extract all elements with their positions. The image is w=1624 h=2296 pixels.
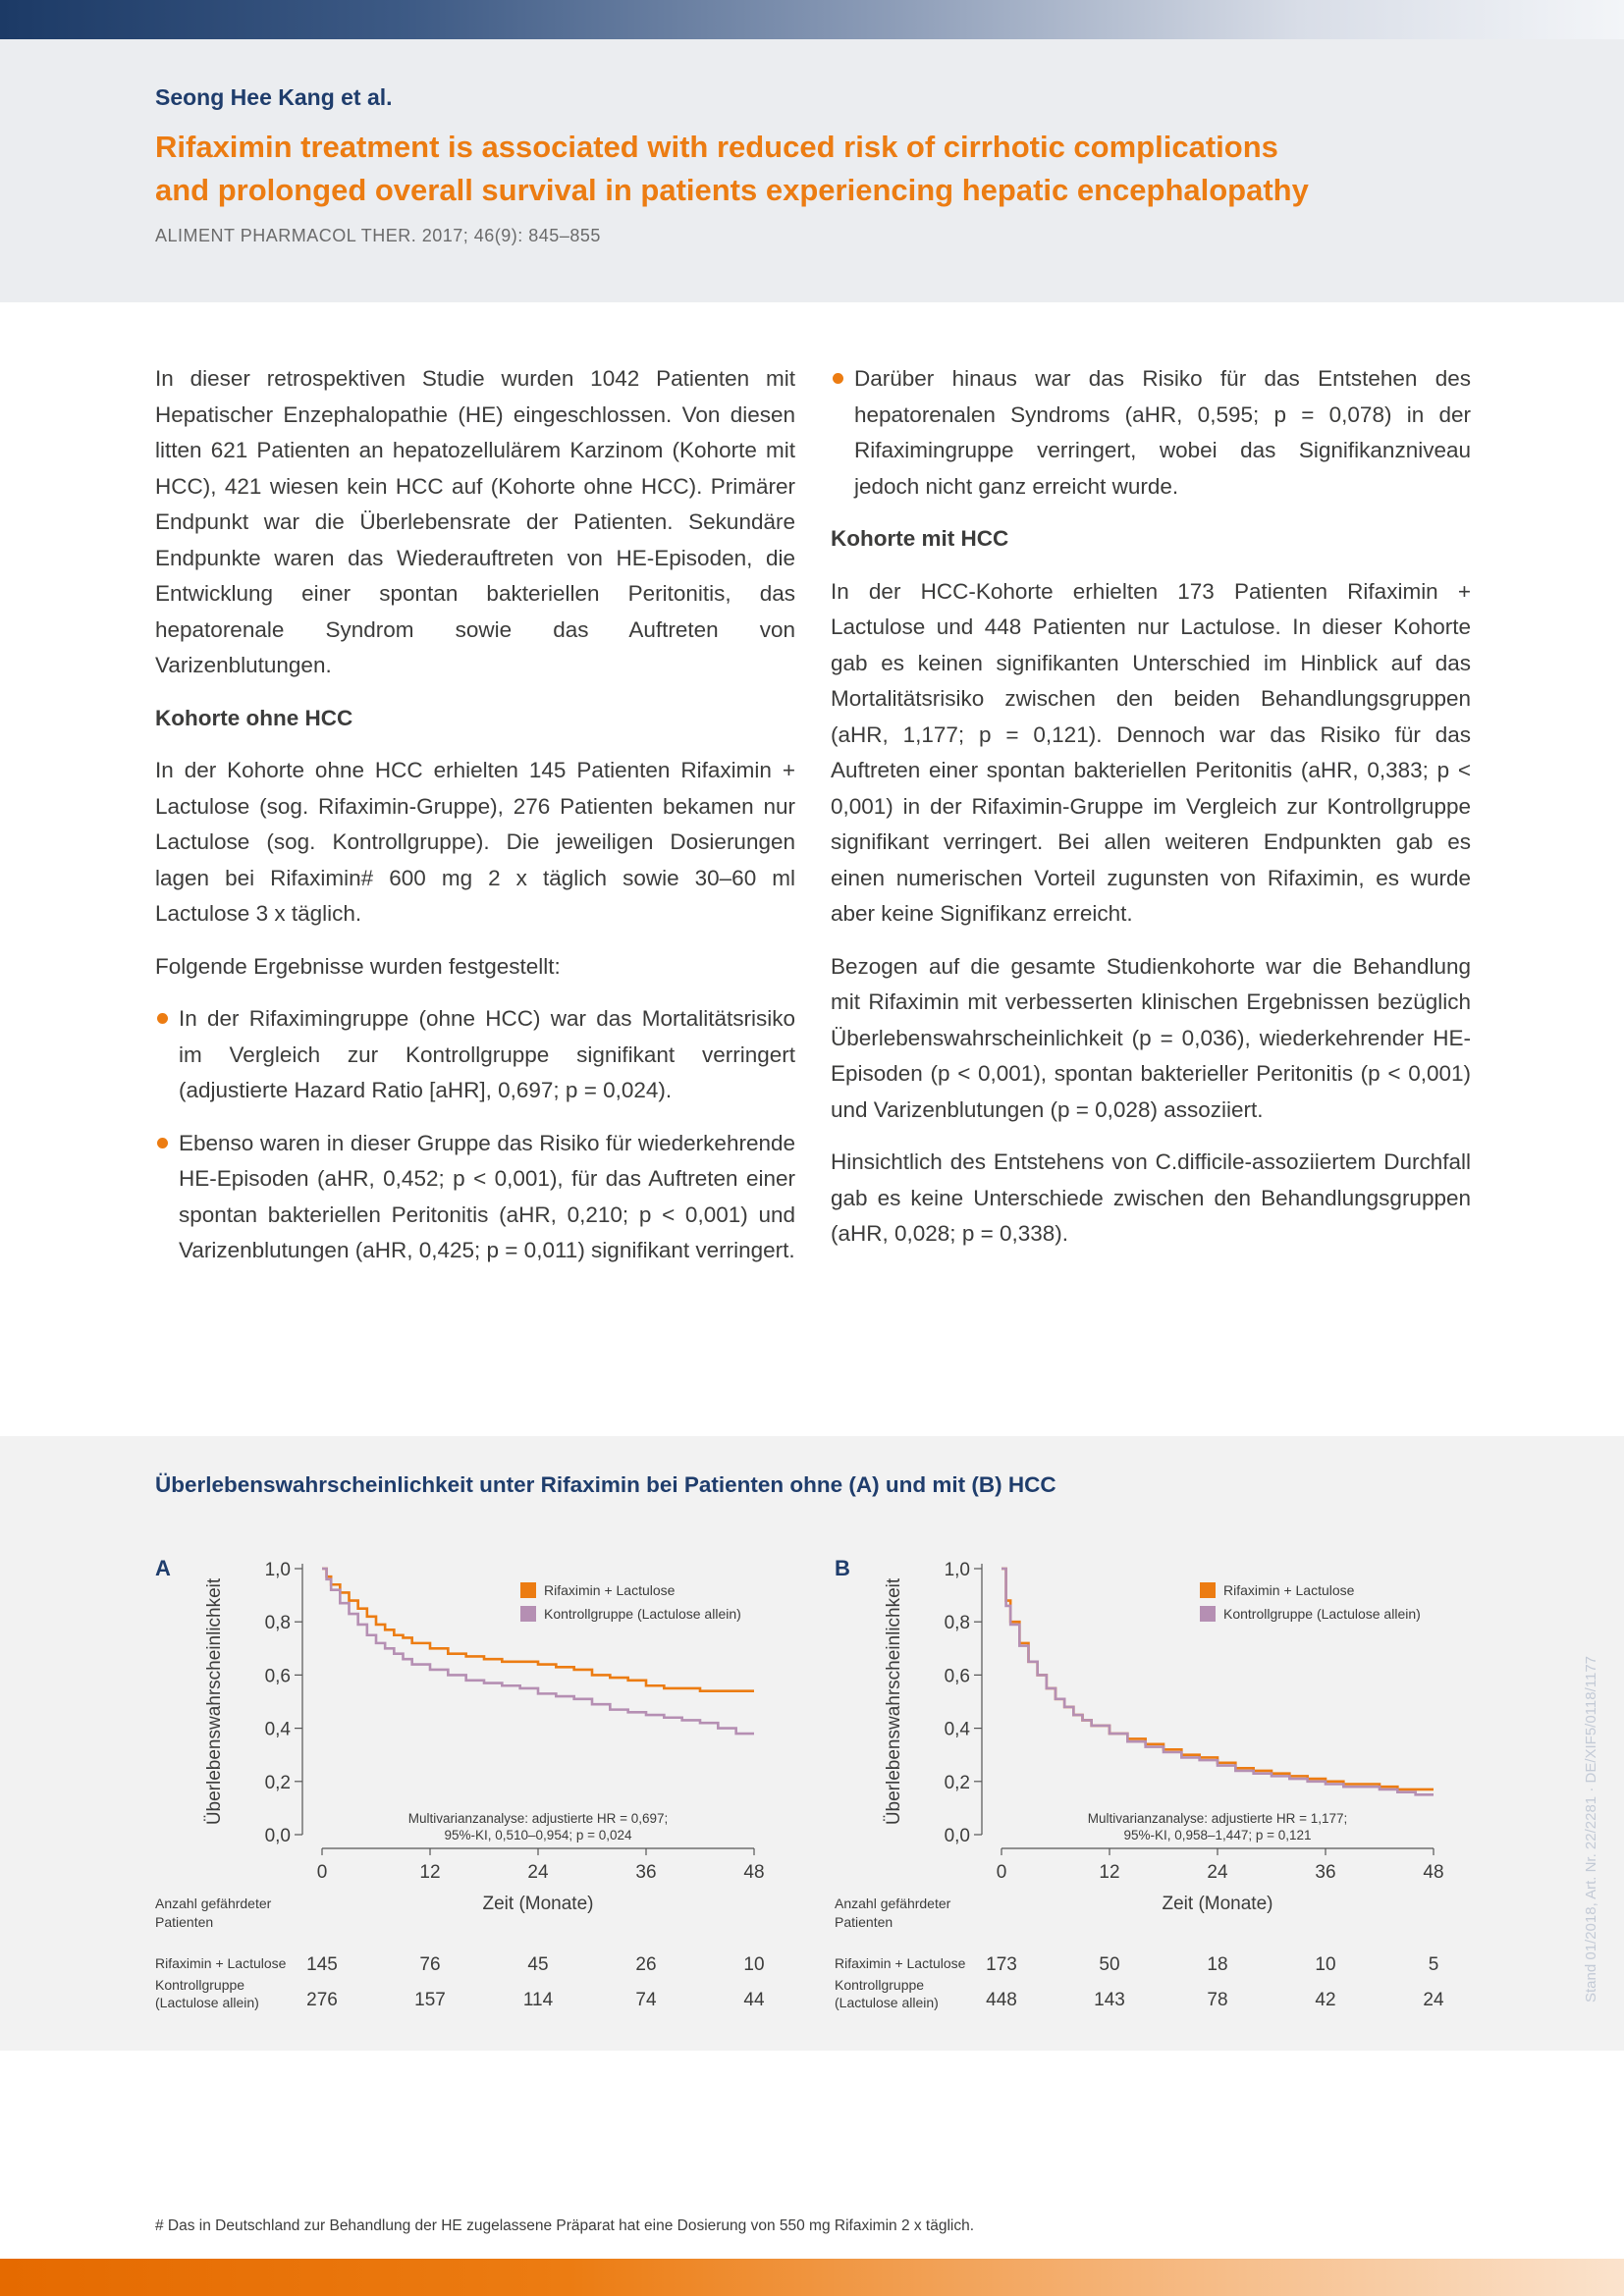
side-article-code: Stand 01/2018, Art. Nr. 22/2281 · DE/XIF5/0118/1177 (1583, 1655, 1599, 2002)
panel-label: A (155, 1556, 171, 1580)
paragraph-ohne-hcc: In der Kohorte ohne HCC erhielten 145 Patienten Rifaximin + Lactulose (sog. Rifaximin-Gruppe), 276 Patienten bekamen nur Lactulose (sog. Kontrollgruppe). Die jeweiligen Dosierungen lagen bei Rifaximin# 600 mg 2 x täglich sowie 30–60 ml Lactulose 3 x täglich. (155, 758, 795, 926)
legend-label: Kontrollgruppe (Lactulose allein) (544, 1606, 741, 1622)
y-tick-label: 0,4 (264, 1719, 291, 1740)
y-tick-label: 0,0 (264, 1826, 291, 1846)
risk-table-value: 114 (522, 1990, 554, 2010)
panel-label: B (835, 1556, 850, 1580)
x-tick-label: 48 (1423, 1862, 1444, 1883)
survival-curve-rifaximin (1001, 1569, 1434, 1789)
legend-label: Rifaximin + Lactulose (544, 1582, 676, 1598)
risk-table-value: 143 (1094, 1990, 1125, 2010)
risk-table-value: 45 (527, 1954, 549, 1975)
y-tick-label: 0,8 (264, 1613, 291, 1634)
x-tick-label: 12 (1099, 1862, 1120, 1883)
list-item-text: Darüber hinaus war das Risiko für das Entstehen des hepatorenalen Syndroms (aHR, 0,595; p = 0,078) in der Rifaximingruppe verringert, wobei das Signifikanzniveau jedoch nicht ganz erreicht wurde. (854, 366, 1471, 499)
y-tick-label: 1,0 (944, 1560, 970, 1580)
list-item-text: In der Rifaximingruppe (ohne HCC) war das Mortalitätsrisiko im Vergleich zur Kontrollgruppe signifikant verringert (adjustierte Hazard Ratio [aHR], 0,697; p = 0,024). (179, 1006, 795, 1102)
annotation-line: 95%-KI, 0,510–0,954; p = 0,024 (444, 1828, 632, 1842)
survival-curve-rifaximin (322, 1569, 754, 1691)
footnote: # Das in Deutschland zur Behandlung der HE zugelassene Präparat hat eine Dosierung von 550 mg Rifaximin 2 x täglich. (155, 2217, 975, 2234)
risk-table-value: 5 (1428, 1954, 1439, 1975)
x-tick-label: 12 (419, 1862, 441, 1883)
risk-table-header: Patienten (835, 1914, 893, 1930)
paragraph-ergebnisse: Folgende Ergebnisse wurden festgestellt: (155, 953, 561, 979)
legend-swatch (520, 1582, 536, 1598)
y-tick-label: 0,4 (944, 1719, 970, 1740)
x-axis-label: Zeit (Monate) (482, 1894, 594, 1914)
risk-table-header: Anzahl gefährdeter (835, 1896, 951, 1911)
risk-table-value: 24 (1423, 1990, 1444, 2010)
annotation-line: Multivarianzanalyse: adjustierte HR = 1,177; (1087, 1811, 1348, 1826)
survival-chart-a (145, 1531, 823, 2022)
risk-table-header: Patienten (155, 1914, 214, 1930)
risk-table-value: 145 (306, 1954, 338, 1975)
risk-table-value: 26 (635, 1954, 657, 1975)
annotation-line: Multivarianzanalyse: adjustierte HR = 0,697; (407, 1811, 669, 1826)
y-tick-label: 0,8 (944, 1613, 970, 1634)
results-list (155, 1001, 795, 1269)
x-tick-label: 24 (1207, 1862, 1228, 1883)
x-tick-label: 36 (635, 1862, 657, 1883)
risk-row-label: (Lactulose allein) (835, 1995, 939, 2010)
legend-swatch (1200, 1582, 1216, 1598)
annotation-line: 95%-KI, 0,958–1,447; p = 0,121 (1123, 1828, 1312, 1842)
risk-table-value: 10 (743, 1954, 765, 1975)
risk-table-value: 173 (986, 1954, 1017, 1975)
risk-row-label: Rifaximin + Lactulose (155, 1955, 287, 1971)
risk-table-value: 10 (1315, 1954, 1336, 1975)
article-title (155, 126, 1432, 212)
risk-table-value: 18 (1207, 1954, 1228, 1975)
bullet-icon (157, 1013, 168, 1024)
risk-row-label: Kontrollgruppe (155, 1977, 245, 1993)
risk-table-value: 50 (1099, 1954, 1120, 1975)
figure-title: Überlebenswahrscheinlichkeit unter Rifaximin bei Patienten ohne (A) und mit (B) HCC (155, 1472, 1056, 1497)
bottom-gradient-bar (0, 2259, 1624, 2296)
y-tick-label: 0,6 (264, 1666, 291, 1687)
risk-table-value: 74 (635, 1990, 657, 2010)
y-tick-label: 1,0 (264, 1560, 291, 1580)
x-axis-label: Zeit (Monate) (1162, 1894, 1273, 1914)
bullet-icon (833, 373, 843, 384)
paragraph-mit-hcc: In der HCC-Kohorte erhielten 173 Patienten Rifaximin + Lactulose und 448 Patienten nur Lactulose. In dieser Kohorte gab es keinen signifikanten Unterschied im Hinblick auf das Mortalitätsrisiko zwischen den beiden Behandlungsgruppen (aHR, 1,177; p = 0,121). Dennoch war das Risiko für das Auftreten einer spontan bakteriellen Peritonitis (aHR, 0,383; p < 0,001) in der Rifaximin-Gruppe im Vergleich zur Kontrollgruppe signifikant verringert. Bei allen weiteren Endpunkten gab es einen numerischen Vorteil zugunsten von Rifaximin, es wurde aber keine Signifikanz erreicht. (831, 578, 1471, 926)
title-line-2: and prolonged overall survival in patients experiencing hepatic encephalopathy (155, 173, 1309, 207)
risk-table-header: Anzahl gefährdeter (155, 1896, 272, 1911)
survival-chart-b (825, 1531, 1502, 2022)
x-tick-label: 24 (527, 1862, 549, 1883)
citation: ALIMENT PHARMACOL THER. 2017; 46(9): 845–855 (155, 226, 601, 245)
risk-table-value: 157 (414, 1990, 446, 2010)
right-column (831, 361, 1471, 1269)
list-item (831, 361, 1471, 505)
y-tick-label: 0,6 (944, 1666, 970, 1687)
legend-label: Rifaximin + Lactulose (1223, 1582, 1355, 1598)
survival-curve-control (322, 1569, 754, 1734)
risk-row-label: Rifaximin + Lactulose (835, 1955, 966, 1971)
risk-row-label: Kontrollgruppe (835, 1977, 925, 1993)
y-tick-label: 0,2 (264, 1772, 291, 1793)
legend-label: Kontrollgruppe (Lactulose allein) (1223, 1606, 1421, 1622)
risk-table-value: 76 (419, 1954, 441, 1975)
heading-kohorte-ohne-hcc: Kohorte ohne HCC (155, 705, 353, 730)
results-list-continued (831, 361, 1471, 505)
survival-curve-control (1001, 1569, 1434, 1794)
y-axis-label: Überlebenswahrscheinlichkeit (204, 1577, 225, 1826)
x-tick-label: 36 (1315, 1862, 1336, 1883)
bullet-icon (157, 1138, 168, 1148)
legend-swatch (1200, 1606, 1216, 1622)
risk-row-label: (Lactulose allein) (155, 1995, 259, 2010)
authors: Seong Hee Kang et al. (155, 84, 393, 110)
x-tick-label: 0 (316, 1862, 328, 1883)
x-tick-label: 0 (996, 1862, 1007, 1883)
risk-table-value: 276 (306, 1990, 338, 2010)
heading-kohorte-mit-hcc: Kohorte mit HCC (831, 526, 1009, 551)
risk-table-value: 42 (1315, 1990, 1336, 2010)
top-gradient-bar (0, 0, 1624, 39)
risk-table-value: 44 (743, 1990, 765, 2010)
paragraph-gesamtkohorte: Bezogen auf die gesamte Studienkohorte war die Behandlung mit Rifaximin mit verbesserten klinischen Ergebnissen bezüglich Überlebenswahrscheinlichkeit (p = 0,036), wiederkehrender HE-Episoden (p < 0,001), spontan bakterieller Peritonitis (p < 0,001) und Varizenblutungen (p = 0,028) assoziiert. (831, 953, 1471, 1122)
risk-table-value: 78 (1207, 1990, 1228, 2010)
paragraph-c-difficile: Hinsichtlich des Entstehens von C.difficile-assoziiertem Durchfall gab es keine Unterschiede zwischen den Behandlungsgruppen (aHR, 0,028; p = 0,338). (831, 1149, 1471, 1246)
left-column (155, 361, 795, 1286)
title-line-1: Rifaximin treatment is associated with reduced risk of cirrhotic complications (155, 130, 1278, 164)
y-tick-label: 0,0 (944, 1826, 970, 1846)
list-item (155, 1001, 795, 1109)
intro-paragraph: In dieser retrospektiven Studie wurden 1042 Patienten mit Hepatischer Enzephalopathie (HE) eingeschlossen. Von diesen litten 621 Patienten an hepatozellulärem Karzinom (Kohorte mit HCC), 421 wiesen kein HCC auf (Kohorte ohne HCC). Primärer Endpunkt war die Überlebensrate der Patienten. Sekundäre Endpunkte waren das Wiederauftreten von HE-Episoden, die Entwicklung einer spontan bakteriellen Peritonitis, das hepatorenale Syndrom sowie das Auftreten von Varizenblutungen. (155, 366, 795, 677)
list-item (155, 1126, 795, 1269)
list-item-text: Ebenso waren in dieser Gruppe das Risiko für wiederkehrende HE-Episoden (aHR, 0,452; p < 0,001), für das Auftreten einer spontan bakteriellen Peritonitis (aHR, 0,210; p < 0,001) und Varizenblutungen (aHR, 0,425; p = 0,011) signifikant verringert. (179, 1130, 795, 1262)
y-tick-label: 0,2 (944, 1772, 970, 1793)
x-tick-label: 48 (743, 1862, 765, 1883)
risk-table-value: 448 (986, 1990, 1017, 2010)
legend-swatch (520, 1606, 536, 1622)
y-axis-label: Überlebenswahrscheinlichkeit (884, 1577, 904, 1826)
